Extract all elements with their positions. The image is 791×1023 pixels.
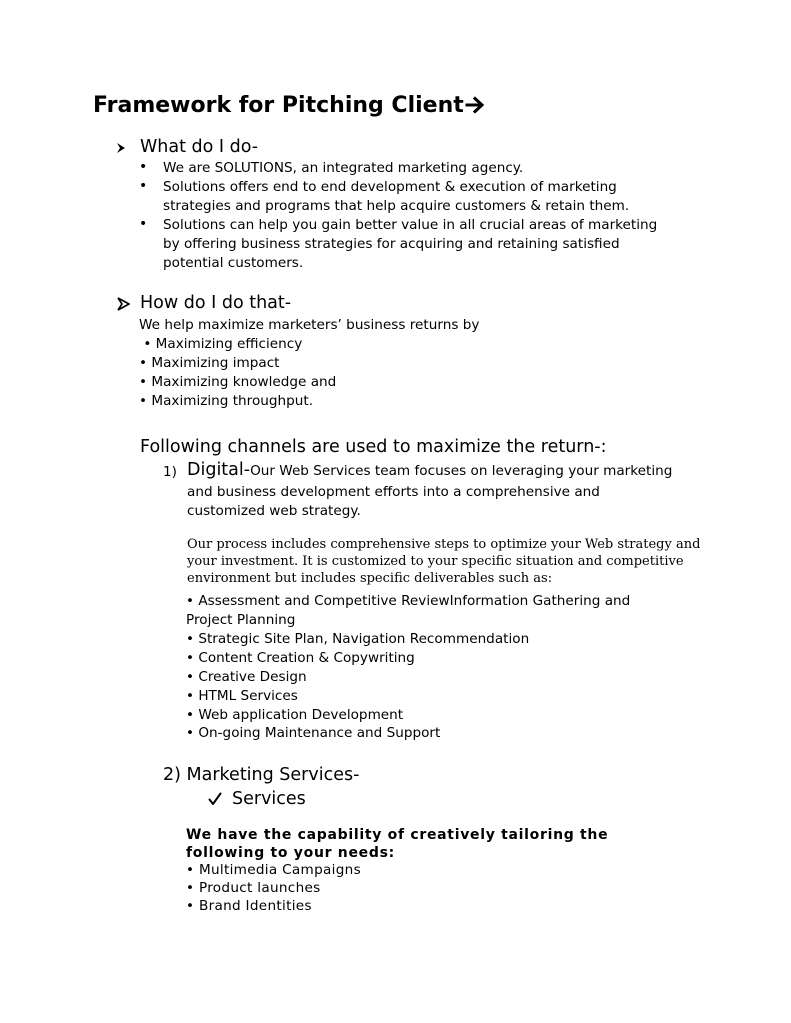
list-item: • Maximizing efficiency (139, 336, 303, 352)
bullet-dot: • (139, 178, 148, 194)
list-item-line: by offering business strategies for acquiring and retaining satisfied (163, 236, 620, 252)
digital-desc-line: and business development efforts into a comprehensive and (187, 484, 600, 500)
bullet-dot: • (139, 216, 148, 232)
checkmark-icon (208, 792, 222, 806)
list-item: • Maximizing impact (139, 355, 280, 371)
right-arrow-icon (465, 94, 485, 124)
deliverable-item: Project Planning (186, 612, 296, 628)
list-item-line: strategies and programs that help acquire customers & retain them. (163, 198, 630, 214)
deliverable-item: • Assessment and Competitive ReviewInformation Gathering and (186, 593, 631, 609)
section-heading-how: How do I do that- (140, 293, 292, 313)
digital-desc-line: Our Web Services team focuses on leveraging your marketing (250, 463, 673, 479)
services-subheading: Services (232, 789, 306, 809)
channels-heading: Following channels are used to maximize the return-: (140, 437, 607, 457)
process-line: environment but includes specific deliverables such as: (187, 571, 553, 586)
arrowhead-bullet-icon (117, 297, 130, 311)
list-item: • Maximizing throughput. (139, 393, 314, 409)
deliverable-item: • Creative Design (186, 669, 307, 685)
deliverable-item: • Web application Development (186, 707, 404, 723)
marketing-item: • Product launches (186, 880, 321, 896)
page-title (93, 91, 485, 124)
marketing-item: • Multimedia Campaigns (186, 862, 361, 878)
list-item-line: Solutions can help you gain better value in all crucial areas of marketing (163, 217, 658, 233)
bullet-dot: • (139, 159, 148, 175)
deliverable-item: • Content Creation & Copywriting (186, 650, 415, 666)
marketing-item: • Brand Identities (186, 898, 312, 914)
digital-label: Digital- (187, 460, 251, 480)
list-item-line: potential customers. (163, 255, 304, 271)
capability-line: following to your needs: (186, 845, 395, 861)
section-heading-what: What do I do- (140, 137, 259, 157)
deliverable-item: • On-going Maintenance and Support (186, 725, 441, 741)
process-line: your investment. It is customized to your specific situation and competitive (187, 554, 684, 569)
title-text: Framework for Pitching Client (93, 93, 464, 118)
list-item: We are SOLUTIONS, an integrated marketing agency. (163, 160, 524, 176)
list-number: 1) (163, 464, 177, 480)
deliverable-item: • Strategic Site Plan, Navigation Recommendation (186, 631, 530, 647)
process-line: Our process includes comprehensive steps to optimize your Web strategy and (187, 537, 701, 552)
deliverable-item: • HTML Services (186, 688, 298, 704)
digital-first-line (187, 461, 672, 481)
arrowhead-bullet-icon (116, 142, 126, 154)
capability-line: We have the capability of creatively tailoring the (186, 827, 609, 843)
digital-desc-line: customized web strategy. (187, 503, 361, 519)
list-item: • Maximizing knowledge and (139, 374, 337, 390)
section2-intro: We help maximize marketers’ business returns by (139, 317, 480, 333)
list-item-line: Solutions offers end to end development & execution of marketing (163, 179, 617, 195)
marketing-heading: 2) Marketing Services- (163, 765, 360, 785)
